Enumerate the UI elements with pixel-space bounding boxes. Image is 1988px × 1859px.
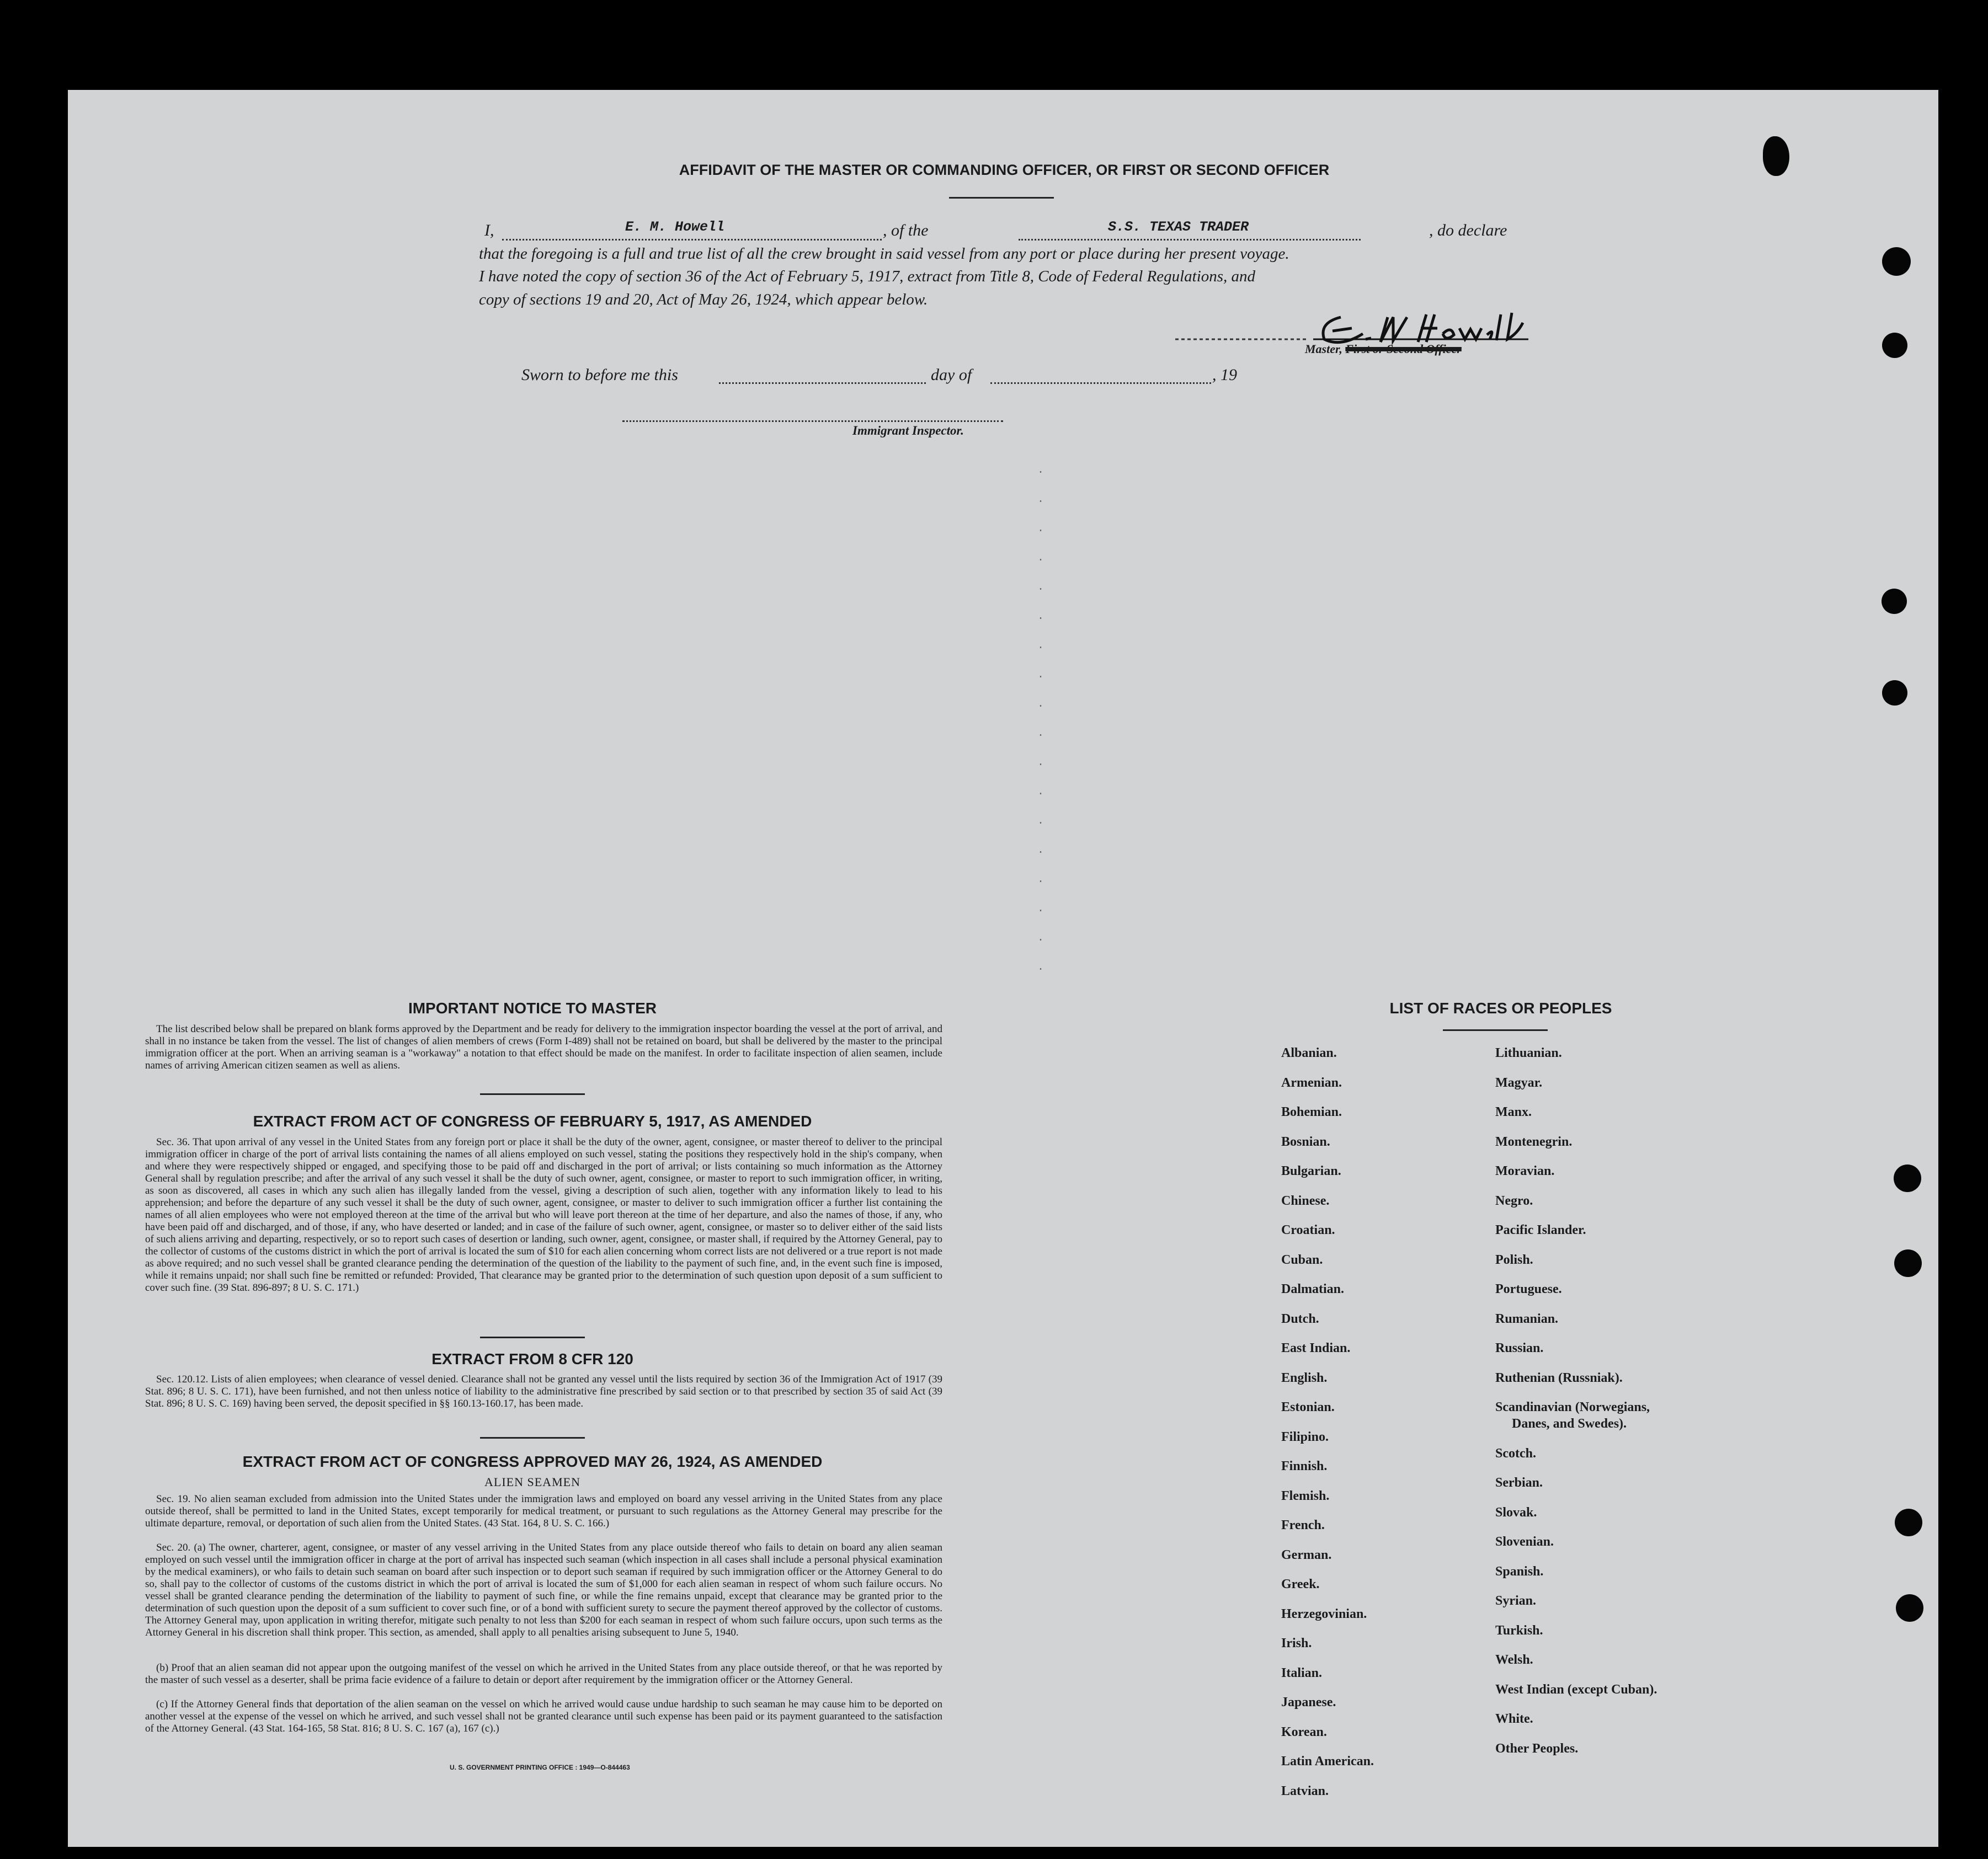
race-item: Lithuanian. bbox=[1495, 1046, 1562, 1060]
sworn-month-fill-line bbox=[990, 382, 1211, 384]
inspector-label: Immigrant Inspector. bbox=[852, 424, 964, 437]
race-item: Armenian. bbox=[1281, 1075, 1342, 1090]
extract-1917-rule bbox=[480, 1337, 585, 1338]
signature-caption bbox=[1305, 342, 1462, 356]
race-item: Bohemian. bbox=[1281, 1105, 1342, 1119]
name-fill-line bbox=[502, 239, 882, 241]
race-item: Estonian. bbox=[1281, 1400, 1335, 1414]
race-item: Welsh. bbox=[1495, 1653, 1533, 1667]
race-item: Korean. bbox=[1281, 1724, 1327, 1739]
declaration-line-2: that the foregoing is a full and true list of all the crew brought in said vessel from any port or place during her present voyage. bbox=[479, 245, 1289, 263]
race-item: Montenegrin. bbox=[1495, 1134, 1573, 1149]
printer-imprint: U. S. GOVERNMENT PRINTING OFFICE : 1949—O-844463 bbox=[450, 1764, 630, 1771]
race-item: Chinese. bbox=[1281, 1193, 1330, 1208]
race-item: Finnish. bbox=[1281, 1459, 1328, 1473]
race-item: Moravian. bbox=[1495, 1164, 1555, 1178]
race-item: Russian. bbox=[1495, 1341, 1544, 1355]
master-caption: Master, bbox=[1305, 342, 1342, 356]
inspector-signature-line bbox=[622, 420, 1003, 422]
race-item: Slovak. bbox=[1495, 1505, 1537, 1520]
race-item: Bulgarian. bbox=[1281, 1164, 1341, 1178]
ink-blot bbox=[1763, 136, 1789, 176]
notice-rule bbox=[480, 1093, 585, 1095]
race-item: Dutch. bbox=[1281, 1311, 1319, 1326]
declaration-line-3: I have noted the copy of section 36 of the Act of February 5, 1917, extract from Title 8, Code of Federal Regulations, and bbox=[479, 268, 1256, 285]
sworn-label: Sworn to before me this bbox=[521, 366, 678, 384]
race-item: Polish. bbox=[1495, 1252, 1533, 1267]
race-item: Ruthenian (Russniak). bbox=[1495, 1370, 1623, 1385]
declaration-line-4: copy of sections 19 and 20, Act of May 26, 1924, which appear below. bbox=[479, 291, 928, 308]
race-item: Magyar. bbox=[1495, 1075, 1543, 1090]
extract-1924-title: EXTRACT FROM ACT OF CONGRESS APPROVED MAY 26, 1924, AS AMENDED bbox=[242, 1453, 823, 1470]
race-item: Danes, and Swedes). bbox=[1512, 1417, 1627, 1431]
race-item: Albanian. bbox=[1281, 1046, 1337, 1060]
race-item: Flemish. bbox=[1281, 1488, 1330, 1503]
race-item: Dalmatian. bbox=[1281, 1282, 1344, 1296]
race-item: Irish. bbox=[1281, 1636, 1312, 1650]
punch-hole bbox=[1894, 1249, 1922, 1277]
race-item: Slovenian. bbox=[1495, 1535, 1554, 1549]
notice-text: The list described below shall be prepared on blank forms approved by the Department and be ready for delivery to the immigration inspector boarding the vessel at the port of arrival, and shall in no instance be taken from the vessel. The list of changes of alien members of crews (Form I-489) shall not be retained on board, but shall be delivered by the master to the principal immigration officer at the port. When an arriving seaman is a "workaway" a notation to that effect should be made on the manifest. In order to facilitate inspection of alien seamen, include names of arriving American citizen seamen as well as aliens. bbox=[145, 1023, 942, 1071]
sworn-day-fill-line bbox=[719, 382, 926, 384]
title-rule bbox=[949, 197, 1054, 199]
race-item: Cuban. bbox=[1281, 1252, 1323, 1267]
race-item: Scotch. bbox=[1495, 1446, 1536, 1461]
race-item: Greek. bbox=[1281, 1577, 1320, 1591]
punch-hole bbox=[1896, 1594, 1923, 1622]
punch-hole bbox=[1894, 1164, 1921, 1192]
race-item: Herzegovinian. bbox=[1281, 1606, 1367, 1621]
race-item: Latvian. bbox=[1281, 1783, 1329, 1798]
year-label: , 19 bbox=[1212, 366, 1237, 384]
alien-seamen-subtitle: ALIEN SEAMEN bbox=[484, 1475, 580, 1489]
sec-20c-text: (c) If the Attorney General finds that deportation of the alien seaman on the vessel on which he arrived would cause undue hardship to such seaman he may cause him to be deported on another vessel at the expense of the vessel on which he arrived, and such vessel shall not be granted clearance until such expense has been paid or its payment guaranteed to the satisfaction of the Attorney General. (43 Stat. 164-165, 58 Stat. 816; 8 U. S. C. 167 (a), 167 (c).) bbox=[145, 1698, 942, 1734]
race-item: Negro. bbox=[1495, 1193, 1533, 1208]
master-name-field: E. M. Howell bbox=[625, 219, 725, 235]
race-item: East Indian. bbox=[1281, 1341, 1351, 1355]
cfr-title: EXTRACT FROM 8 CFR 120 bbox=[431, 1350, 633, 1367]
punch-hole bbox=[1882, 589, 1907, 614]
race-item: Manx. bbox=[1495, 1105, 1532, 1119]
punch-hole bbox=[1882, 333, 1907, 358]
day-of-label: day of bbox=[931, 366, 972, 384]
cfr-text: Sec. 120.12. Lists of alien employees; when clearance of vessel denied. Clearance shall not be granted any vessel until the lists required by section 36 of the Immigration Act of 1917 (39 Stat. 896; 8 U. S. C. 171), have been furnished, and not then unless notice of liability to the administrative fine prescribed by said section or to that prescribed by section 35 of said Act (39 Stat. 896; 8 U. S. C. 169) having been served, the deposit specified in §§ 160.13-160.17, has been made. bbox=[145, 1374, 942, 1409]
race-item: French. bbox=[1281, 1518, 1325, 1532]
race-item: Scandinavian (Norwegians, bbox=[1495, 1400, 1650, 1414]
race-item: Serbian. bbox=[1495, 1476, 1543, 1490]
races-rule bbox=[1443, 1029, 1548, 1031]
race-item: Filipino. bbox=[1281, 1429, 1329, 1444]
punch-hole bbox=[1882, 247, 1911, 276]
sec-20a-text: Sec. 20. (a) The owner, charterer, agent, consignee, or master of any vessel arriving in the United States from any place outside thereof who fails to detain on board any alien seaman employed on such vessel until the immigration officer in charge at the port of arrival has inspected such seaman (which inspection in all cases shall include a personal physical examination by the medical examiners), or who fails to detain such seaman on board after such inspection or to deport such seaman if required by such immigration officer or the Attorney General to do so, shall pay to the collector of customs of the customs district in which the port of arrival is located the sum of $1,000 for each alien seaman in respect of whom such failure occurs. No vessel shall be granted clearance pending the determination of the liability to payment of such fine, or while the fine remains unpaid, except that clearance may be granted prior to the determination of such question upon the deposit of a sum sufficient to cover such fine, or of a bond with sufficient surety to secure the payment thereof approved by the collector of customs. The Attorney General may, upon application in writing therefor, mitigate such penalty to not less than $200 for each seaman in respect of whom such failure occurs, upon such terms as the Attorney General in his discretion shall think proper. This section, as amended, shall apply to all penalties arising subsequent to June 5, 1940. bbox=[145, 1542, 942, 1638]
race-item: Rumanian. bbox=[1495, 1311, 1559, 1326]
race-item: Latin American. bbox=[1281, 1754, 1374, 1769]
race-item: German. bbox=[1281, 1547, 1332, 1562]
line1-prefix: I, bbox=[484, 221, 494, 239]
races-title: LIST OF RACES OR PEOPLES bbox=[1389, 1000, 1612, 1017]
race-item: White. bbox=[1495, 1712, 1533, 1726]
bleed-through-marks: · · · · · · · · · · · · · · · · · · bbox=[1037, 466, 1044, 976]
do-declare-label: , do declare bbox=[1429, 221, 1507, 239]
affidavit-title: AFFIDAVIT OF THE MASTER OR COMMANDING OFFICER, OR FIRST OR SECOND OFFICER bbox=[679, 162, 1330, 178]
race-item: Turkish. bbox=[1495, 1623, 1543, 1638]
notice-title: IMPORTANT NOTICE TO MASTER bbox=[408, 1000, 657, 1017]
sec-19-text: Sec. 19. No alien seaman excluded from admission into the United States under the immigration laws and employed on board any vessel arriving in the United States from any place outside thereof, shall be permitted to land in the United States, except temporarily for medical treatment, or pursuant to such regulations as the Attorney General may prescribe for the ultimate departure, removal, or deportation of such alien from the United States. (43 Stat. 164, 8 U. S. C. 166.) bbox=[145, 1493, 942, 1529]
race-item: Pacific Islander. bbox=[1495, 1223, 1586, 1237]
race-item: Italian. bbox=[1281, 1665, 1323, 1680]
race-item: English. bbox=[1281, 1370, 1328, 1385]
extract-1917-title: EXTRACT FROM ACT OF CONGRESS OF FEBRUARY 5, 1917, AS AMENDED bbox=[253, 1113, 812, 1130]
punch-hole bbox=[1895, 1509, 1922, 1536]
race-item: Bosnian. bbox=[1281, 1134, 1330, 1149]
race-item: West Indian (except Cuban). bbox=[1495, 1682, 1657, 1697]
race-item: Portuguese. bbox=[1495, 1282, 1562, 1296]
sworn-line bbox=[521, 366, 1255, 388]
vessel-fill-line bbox=[1019, 239, 1361, 241]
sec-20b-text: (b) Proof that an alien seaman did not appear upon the outgoing manifest of the vessel on which he arrived in the United States from any place outside thereof, or that he was reported by the master of such vessel as a deserter, shall be prima facie evidence of a failure to detain or deport after requirement by the immigration officer or the Attorney General. bbox=[145, 1662, 942, 1686]
race-item: Japanese. bbox=[1281, 1695, 1336, 1710]
cfr-rule bbox=[480, 1437, 585, 1439]
punch-hole bbox=[1882, 680, 1907, 706]
race-item: Croatian. bbox=[1281, 1223, 1335, 1237]
vessel-name-field: S.S. TEXAS TRADER bbox=[1108, 219, 1249, 235]
extract-1917-text: Sec. 36. That upon arrival of any vessel in the United States from any foreign port or place it shall be the duty of the owner, agent, consignee, or master thereof to deliver to the principal immigration officer in charge of the port of arrival lists containing the names of all aliens employed on such vessel, stating the positions they respectively hold in the ship's company, when and where they were respectively shipped or engaged, and specifying those to be paid off and discharged in the port of arrival; or lists containing so much information as the Attorney General shall by regulation prescribe; and after the arrival of any such vessel it shall be the duty of such owner, agent, consignee, or master to report to such immigration officer, in writing, as soon as discovered, all cases in which any such alien has illegally landed from the vessel, giving a description of such alien, together with any information likely to lead to his apprehension; and before the departure of any such vessel it shall be the duty of such owner, agent, consignee, or master to deliver to such immigration officer a further list containing the names of all alien employees who were not employed thereon at the time of the arrival but who will leave port thereon at the time of her departure, and also the names of those, if any, who have been paid off and discharged, and of those, if any, who have deserted or landed; and in case of the failure of such owner, agent, consignee, or master so to deliver either of the said lists of such aliens arriving and departing, respectively, or so to report such cases of desertion or landing, such owner, agent, consignee, or master shall, if required by the Attorney General, pay to the collector of customs of the customs district in which the port of arrival is located the sum of $10 for each alien concerning whom correct lists are not delivered or a true report is not made as above required; and no such vessel shall be granted clearance pending the determination of the question of the liability to the payment of such fine, and, in the event such fine is imposed, while it remains unpaid; nor shall such fine be remitted or refunded: Provided, That clearance may be granted prior to the determination of such question upon deposit of a sum sufficient to cover such fine. (39 Stat. 896-897; 8 U. S. C. 171.) bbox=[145, 1136, 942, 1294]
declaration-line-1 bbox=[484, 221, 1522, 243]
struck-officer-caption: First or Second Officer bbox=[1345, 342, 1462, 356]
race-item: Spanish. bbox=[1495, 1564, 1544, 1579]
of-the-label: , of the bbox=[883, 221, 929, 239]
race-item: Other Peoples. bbox=[1495, 1741, 1579, 1756]
race-item: Syrian. bbox=[1495, 1594, 1537, 1608]
